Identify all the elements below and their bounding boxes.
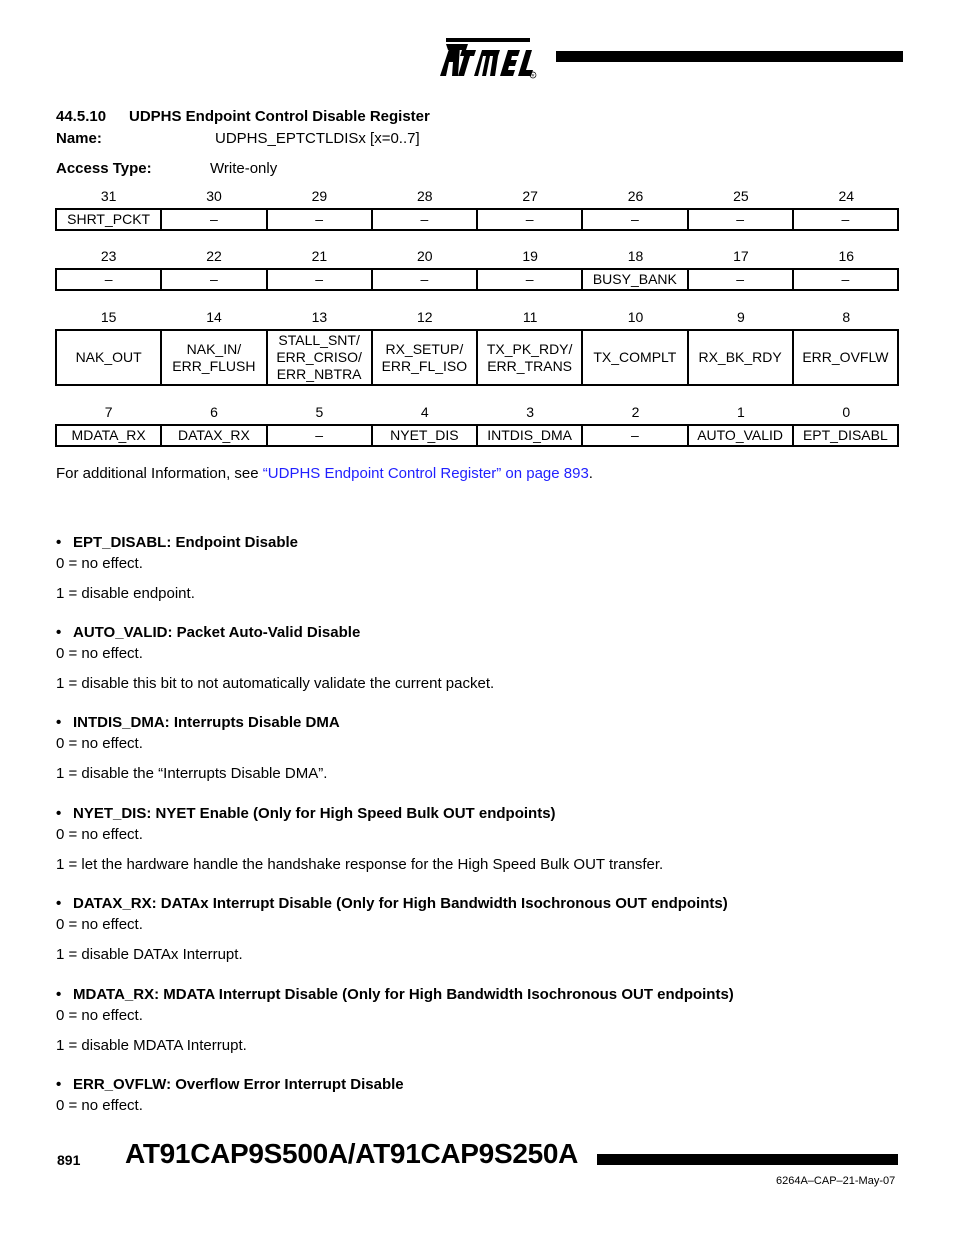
field-description: 0 = no effect. — [56, 645, 143, 662]
field-description: 1 = disable MDATA Interrupt. — [56, 1037, 247, 1054]
bit-number: 10 — [627, 309, 644, 325]
register-field-cell — [688, 209, 793, 230]
bit-number: 26 — [627, 188, 644, 204]
bit-number: 9 — [737, 309, 745, 325]
field-title — [56, 714, 340, 731]
register-field-name: ERR_FLUSH — [172, 357, 256, 374]
register-field-name: TX_COMPLT — [593, 349, 677, 365]
field-description: 0 = no effect. — [56, 826, 143, 843]
register-field-cell — [793, 269, 898, 290]
register-field-name: SHRT_PCKT — [67, 211, 151, 227]
register-field-cell — [267, 330, 372, 385]
access-type-label: Access Type: — [56, 160, 152, 177]
register-field-name: DATAX_RX — [177, 427, 250, 443]
bit-number-row — [56, 404, 899, 420]
bit-number: 21 — [311, 248, 328, 264]
register-field-name: BUSY_BANK — [592, 271, 677, 287]
field-description: 1 = disable endpoint. — [56, 585, 195, 602]
bit-number: 29 — [311, 188, 328, 204]
register-field-name: – — [841, 211, 850, 227]
register-field-name: – — [209, 211, 218, 227]
register-field-name: – — [209, 271, 218, 287]
bit-number: 8 — [842, 309, 851, 325]
field-description: 1 = disable DATAx Interrupt. — [56, 946, 243, 963]
register-row-table — [55, 424, 899, 447]
bit-number: 30 — [206, 188, 222, 204]
document-title: AT91CAP9S500A/AT91CAP9S250A — [125, 1138, 579, 1169]
register-field-cell — [477, 209, 582, 230]
register-field-name: ERR_OVFLW — [802, 349, 889, 365]
register-field-name: TX_PK_RDY/ — [486, 340, 573, 357]
register-field-cell — [161, 330, 266, 385]
field-description: 1 = disable this bit to not automatically validate the current packet. — [56, 675, 495, 692]
bit-number: 25 — [733, 188, 749, 204]
register-field-cell — [688, 425, 793, 446]
register-row-table — [55, 208, 899, 231]
svg-text:R: R — [531, 72, 535, 78]
register-field-name: – — [630, 211, 639, 227]
register-field-name: – — [525, 211, 534, 227]
bit-number-row — [56, 248, 899, 264]
register-field-cell — [372, 269, 477, 290]
register-field-name: – — [841, 271, 850, 287]
register-field-name: NAK_OUT — [75, 349, 142, 365]
field-description: 0 = no effect. — [56, 735, 143, 752]
register-field-name: – — [315, 211, 324, 227]
register-field-cell — [56, 209, 161, 230]
bit-number-row — [56, 309, 899, 325]
bit-number: 14 — [206, 309, 222, 325]
bit-number: 3 — [526, 404, 535, 420]
register-field-cell — [688, 269, 793, 290]
register-field-cell — [477, 330, 582, 385]
info-suffix: . — [588, 465, 593, 482]
register-field-cell — [793, 330, 898, 385]
register-field-cell — [477, 425, 582, 446]
register-field-cell — [688, 330, 793, 385]
bit-number: 24 — [838, 188, 855, 204]
register-field-name: – — [104, 271, 113, 287]
field-description: 0 = no effect. — [56, 1007, 143, 1024]
bullet-icon: • — [56, 534, 62, 551]
register-field-cell — [161, 425, 266, 446]
page-number: 891 — [57, 1152, 81, 1168]
register-row-table — [55, 329, 899, 386]
bit-number: 11 — [522, 309, 538, 325]
name-value: UDPHS_EPTCTLDISx [x=0..7] — [215, 130, 420, 147]
register-field-name: RX_SETUP/ — [385, 340, 464, 357]
field-title — [56, 805, 556, 822]
register-field-name: EPT_DISABL — [802, 427, 888, 443]
bullet-icon: • — [56, 1076, 62, 1093]
field-title-text: DATAX_RX: DATAx Interrupt Disable (Only for High Bandwidth Isochronous OUT endpoints) — [73, 895, 728, 912]
bullet-icon: • — [56, 986, 62, 1003]
register-field-cell — [267, 425, 372, 446]
register-field-cell — [56, 425, 161, 446]
register-field-name: – — [420, 271, 429, 287]
register-field-cell — [582, 330, 687, 385]
bit-number: 22 — [206, 248, 222, 264]
bullet-icon: • — [56, 895, 62, 912]
additional-info — [56, 465, 593, 482]
register-field-cell — [161, 269, 266, 290]
section-title: UDPHS Endpoint Control Disable Register — [129, 108, 430, 125]
field-title — [56, 624, 360, 641]
register-field-name: ERR_FL_ISO — [381, 357, 468, 374]
field-title-text: EPT_DISABL: Endpoint Disable — [73, 534, 299, 551]
register-row-table — [55, 268, 899, 291]
register-field-name: INTDIS_DMA — [487, 427, 573, 443]
register-field-name: – — [630, 427, 639, 443]
register-field-cell — [477, 269, 582, 290]
field-title-text: ERR_OVFLW: Overflow Error Interrupt Disable — [73, 1076, 404, 1093]
register-field-cell — [793, 425, 898, 446]
field-title-text: NYET_DIS: NYET Enable (Only for High Speed Bulk OUT endpoints) — [73, 805, 556, 822]
bit-number: 19 — [522, 248, 538, 264]
bit-number: 6 — [210, 404, 218, 420]
register-field-name: – — [420, 211, 429, 227]
bullet-icon: • — [56, 714, 62, 731]
register-field-cell — [161, 209, 266, 230]
field-title — [56, 895, 728, 912]
register-field-name: STALL_SNT/ — [278, 332, 360, 348]
register-field-name: – — [525, 271, 534, 287]
register-field-cell — [582, 209, 687, 230]
bit-number: 17 — [733, 248, 749, 264]
bullet-icon: • — [56, 624, 62, 641]
section-number: 44.5.10 — [56, 108, 107, 125]
header-bar — [556, 51, 903, 62]
field-description: 0 = no effect. — [56, 1097, 143, 1114]
section-heading — [56, 108, 430, 125]
register-field-cell — [267, 269, 372, 290]
bit-number: 4 — [420, 404, 429, 420]
bullet-icon: • — [56, 805, 62, 822]
register-field-name: NAK_IN/ — [186, 340, 242, 357]
document-code: 6264A–CAP–21-May-07 — [776, 1175, 896, 1187]
name-label: Name: — [56, 130, 102, 147]
field-description: 0 = no effect. — [56, 555, 143, 572]
bit-number: 23 — [100, 248, 117, 264]
register-field-name: MDATA_RX — [71, 427, 146, 443]
field-title — [56, 534, 298, 551]
field-description: 1 = disable the “Interrupts Disable DMA”. — [56, 765, 328, 782]
bit-number: 1 — [737, 404, 745, 420]
register-field-cell — [582, 425, 687, 446]
bit-number: 16 — [838, 248, 855, 264]
register-field-cell — [56, 269, 161, 290]
register-field-name: – — [315, 427, 324, 443]
bit-number: 18 — [627, 248, 644, 264]
register-field-name: ERR_TRANS — [487, 357, 573, 374]
bit-number-row — [56, 188, 899, 204]
register-field-name: AUTO_VALID — [697, 427, 784, 443]
bit-number: 5 — [315, 404, 324, 420]
register-field-cell — [372, 209, 477, 230]
field-title-text: AUTO_VALID: Packet Auto-Valid Disable — [73, 624, 361, 641]
register-field-name: ERR_CRISO/ — [276, 349, 362, 365]
register-field-cell — [582, 269, 687, 290]
footer-bar — [597, 1154, 898, 1165]
bit-number: 31 — [100, 188, 117, 204]
register-field-cell — [372, 330, 477, 385]
bit-number: 0 — [842, 404, 851, 420]
register-field-cell — [372, 425, 477, 446]
bit-number: 12 — [417, 309, 433, 325]
info-prefix: For additional Information, see — [56, 465, 263, 482]
field-title — [56, 1076, 404, 1093]
register-field-cell — [267, 209, 372, 230]
register-field-name: ERR_NBTRA — [276, 366, 362, 382]
bit-number: 27 — [522, 188, 538, 204]
field-title-text: INTDIS_DMA: Interrupts Disable DMA — [73, 714, 340, 731]
bit-number: 20 — [417, 248, 433, 264]
bit-number: 2 — [631, 404, 640, 420]
field-title-text: MDATA_RX: MDATA Interrupt Disable (Only for High Bandwidth Isochronous OUT endpoints) — [73, 986, 734, 1003]
field-description: 0 = no effect. — [56, 916, 143, 933]
register-field-cell — [56, 330, 161, 385]
atmel-logo — [440, 32, 540, 80]
register-field-cell — [793, 209, 898, 230]
bit-number: 13 — [311, 309, 328, 325]
access-type-value: Write-only — [210, 160, 278, 177]
bit-number: 15 — [100, 309, 117, 325]
register-field-name: – — [315, 271, 324, 287]
register-field-name: – — [736, 211, 745, 227]
bit-number: 28 — [417, 188, 433, 204]
field-description: 1 = let the hardware handle the handshake response for the High Speed Bulk OUT transfer. — [56, 856, 664, 873]
register-field-name: – — [736, 271, 745, 287]
register-field-name: RX_BK_RDY — [698, 349, 782, 365]
field-title — [56, 986, 734, 1003]
register-field-name: NYET_DIS — [390, 427, 459, 443]
page-893-link[interactable]: “UDPHS Endpoint Control Register” on page 893 — [262, 465, 589, 482]
bit-number: 7 — [104, 404, 113, 420]
